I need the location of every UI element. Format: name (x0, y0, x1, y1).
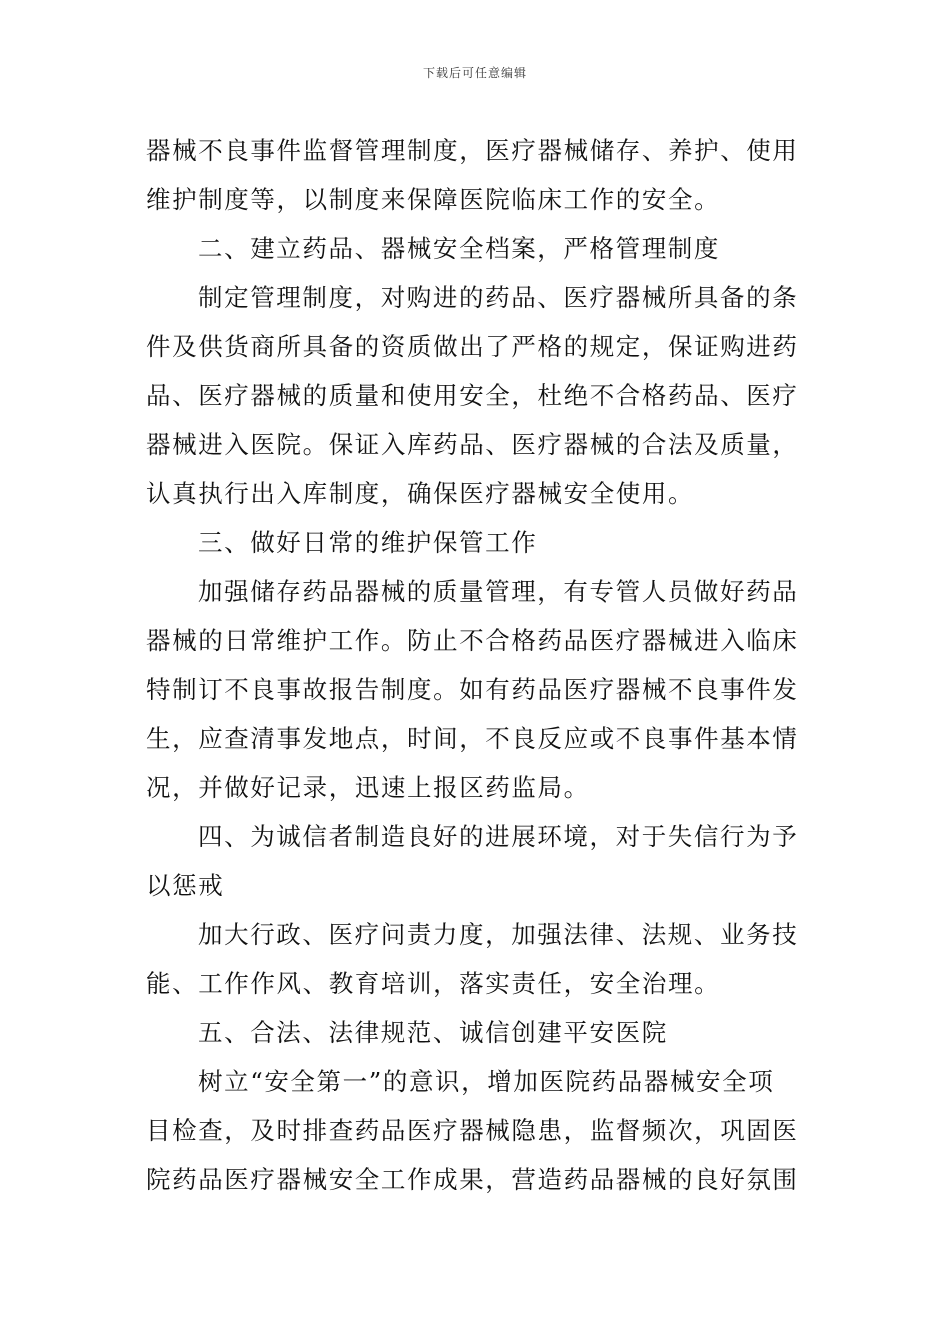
paragraph-start: 树立“安全第一”的意识，增加医院药品器械安全项 (198, 1067, 775, 1096)
paragraph-start: 制定管理制度，对购进的药品、医疗器械所具备的条 (198, 283, 799, 312)
section-heading: 二、建立药品、器械安全档案，严格管理制度 (198, 234, 720, 263)
section-heading: 五、合法、法律规范、诚信创建平安医院 (198, 1018, 668, 1047)
document-body (146, 126, 808, 1204)
paragraph-start: 加大行政、医疗问责力度，加强法律、法规、业务技 (198, 920, 799, 949)
text-line: 器械不良事件监督管理制度，医疗器械储存、养护、使用 (146, 136, 799, 165)
text-line: 况，并做好记录，迅速上报区药监局。 (146, 773, 590, 802)
text-line: 件及供货商所具备的资质做出了严格的规定，保证购进药 (146, 332, 799, 361)
text-line: 院药品医疗器械安全工作成果，营造药品器械的良好氛围 (146, 1165, 799, 1194)
text-line: 器械的日常维护工作。防止不合格药品医疗器械进入临床 (146, 626, 799, 655)
section-heading-continued: 以惩戒 (146, 871, 225, 900)
paragraph-start: 加强储存药品器械的质量管理，有专管人员做好药品 (198, 577, 799, 606)
text-line: 特制订不良事故报告制度。如有药品医疗器械不良事件发 (146, 675, 799, 704)
text-line: 器械进入医院。保证入库药品、医疗器械的合法及质量， (146, 430, 799, 459)
text-line: 认真执行出入库制度，确保医疗器械安全使用。 (146, 479, 695, 508)
text-line: 生，应查清事发地点，时间，不良反应或不良事件基本情 (146, 724, 799, 753)
section-heading: 三、做好日常的维护保管工作 (198, 528, 538, 557)
text-line: 维护制度等，以制度来保障医院临床工作的安全。 (146, 185, 721, 214)
section-heading: 四、为诚信者制造良好的进展环境，对于失信行为予 (198, 822, 799, 851)
page-header: 下载后可任意编辑 (422, 66, 527, 80)
text-line: 品、医疗器械的质量和使用安全，杜绝不合格药品、医疗 (146, 381, 799, 410)
text-line: 目检查，及时排查药品医疗器械隐患，监督频次，巩固医 (146, 1116, 799, 1145)
text-line: 能、工作作风、教育培训，落实责任，安全治理。 (146, 969, 721, 998)
